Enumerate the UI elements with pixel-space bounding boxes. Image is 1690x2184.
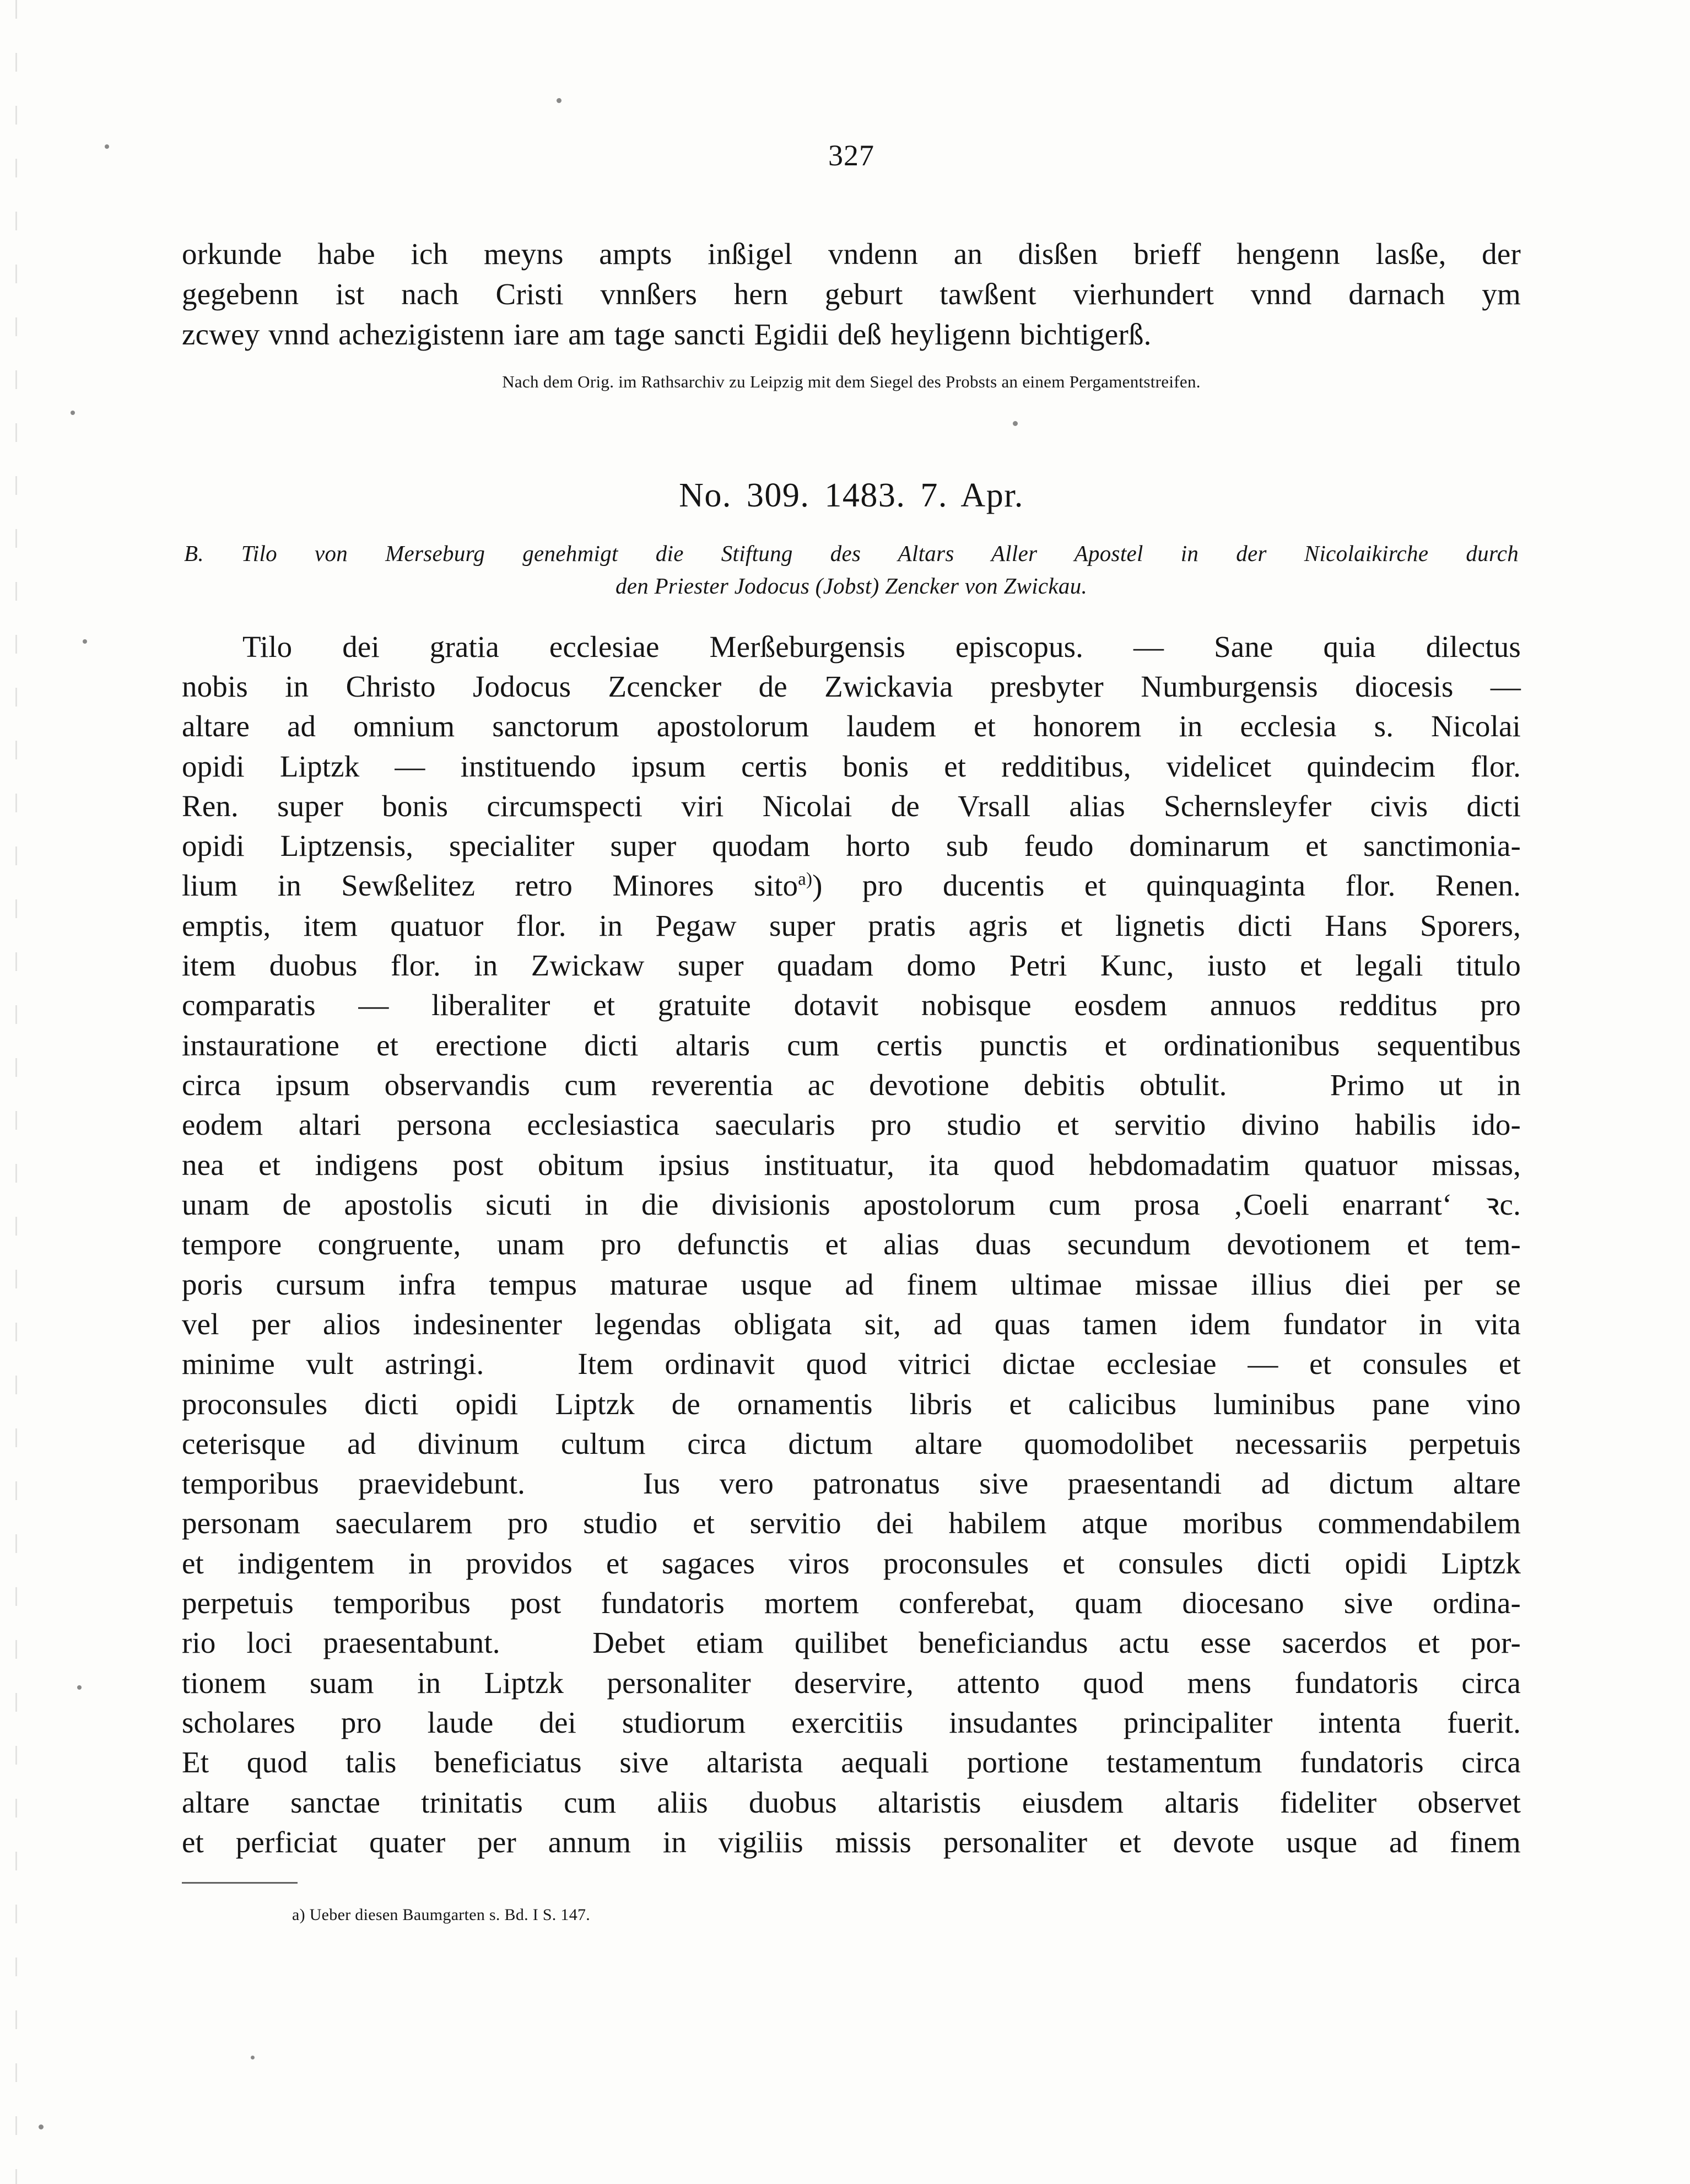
scan-speck: [83, 639, 87, 644]
body-line: poris cursum infra tempus maturae usque ad finem ultimae missae illius diei per se: [182, 1267, 1521, 1301]
body-line: personam saecularem pro studio et servitio dei habilem atque moribus commendabilem: [182, 1506, 1521, 1540]
regest-line: B. Tilo von Merseburg genehmigt die Stiftung des Altars Aller Apostel in der Nicolaikirche durch: [184, 540, 1519, 566]
charter-closing-paragraph: [182, 234, 1521, 354]
footnote-text: a) Ueber diesen Baumgarten s. Bd. I S. 147.: [292, 1906, 591, 1924]
scan-speck: [71, 411, 75, 415]
scan-speck: [39, 2124, 44, 2129]
body-line: perpetuis temporibus post fundatoris mortem conferebat, quam diocesano sive ordina-: [182, 1586, 1521, 1620]
body-line: rio loci praesentabunt. Debet etiam quilibet beneficiandus actu esse sacerdos et por-: [182, 1626, 1521, 1660]
scan-speck: [105, 144, 109, 149]
body-line: Et quod talis beneficiatus sive altarista aequali portione testamentum fundatoris circa: [182, 1745, 1521, 1779]
document-body: [182, 627, 1521, 1863]
body-line: et perficiat quater per annum in vigiliis missis personaliter et devote usque ad finem: [182, 1825, 1521, 1859]
body-line: unam de apostolis sicuti in die divisionis apostolorum cum prosa ‚Coeli enarrant‘ ꝛc.: [182, 1187, 1521, 1221]
body-line: temporibus praevidebunt. Ius vero patronatus sive praesentandi ad dictum altare: [182, 1466, 1521, 1501]
body-line: et indigentem in providos et sagaces viros proconsules et consules dicti opidi Liptzk: [182, 1546, 1521, 1580]
page-content: [182, 0, 1521, 1924]
footnote-area: [182, 1882, 1521, 1924]
page-number: 327: [828, 139, 874, 172]
footnote-marker[interactable]: a): [798, 870, 813, 890]
body-line: tionem suam in Liptzk personaliter deservire, attento quod mens fundatoris circa: [182, 1665, 1521, 1700]
body-line: altare ad omnium sanctorum apostolorum laudem et honorem in ecclesia s. Nicolai: [182, 709, 1521, 743]
body-line: opidi Liptzensis, specialiter super quodam horto sub feudo dominarum et sanctimonia-: [182, 829, 1521, 863]
charter-line: zcwey vnnd achezigistenn iare am tage sancti Egidii deß heyligenn bichtigerß.: [182, 317, 1152, 352]
regest-line: den Priester Jodocus (Jobst) Zencker von Zwickau.: [615, 573, 1088, 599]
body-line-text-tail: ) pro ducentis et quinquaginta flor. Renen.: [812, 869, 1521, 903]
body-line: proconsules dicti opidi Liptzk de ornamentis libris et calicibus luminibus pane vino: [182, 1387, 1521, 1421]
body-line: vel per alios indesinenter legendas obligata sit, ad quas tamen idem fundator in vita: [182, 1307, 1521, 1341]
body-line: comparatis — liberaliter et gratuite dotavit nobisque eosdem annuos redditus pro: [182, 988, 1521, 1022]
scan-gutter-artifact: [15, 0, 17, 2184]
footnote-separator-rule: [182, 1882, 298, 1884]
body-line: emptis, item quatuor flor. in Pegaw super pratis agris et lignetis dicti Hans Sporers,: [182, 908, 1521, 942]
scan-speck: [77, 1685, 82, 1690]
body-line: opidi Liptzk — instituendo ipsum certis bonis et redditibus, videlicet quindecim flor.: [182, 749, 1521, 783]
body-line: instauratione et erectione dicti altaris cum certis punctis et ordinationibus sequentibus: [182, 1028, 1521, 1062]
body-line: scholares pro laude dei studiorum exercitiis insudantes principaliter intenta fuerit.: [182, 1706, 1521, 1740]
body-line: Ren. super bonis circumspecti viri Nicolai de Vrsall alias Schernsleyfer civis dicti: [182, 789, 1521, 823]
body-line: nobis in Christo Jodocus Zcencker de Zwickavia presbyter Numburgensis diocesis —: [182, 669, 1521, 703]
scan-speck: [251, 2056, 255, 2059]
charter-line: orkunde habe ich meyns ampts inßigel vndenn an disßen brieff hengenn lasße, der: [182, 237, 1521, 271]
body-line-with-footnote-marker: [182, 866, 1521, 905]
document-regest: [182, 537, 1521, 603]
body-line: eodem altari persona ecclesiastica saecularis pro studio et servitio divino habilis ido-: [182, 1108, 1521, 1142]
body-line: circa ipsum observandis cum reverentia ac devotione debitis obtulit. Primo ut in: [182, 1068, 1521, 1102]
body-line: altare sanctae trinitatis cum aliis duobus altaristis eiusdem altaris fideliter observet: [182, 1785, 1521, 1819]
body-line: tempore congruente, unam pro defunctis et alias duas secundum devotionem et tem-: [182, 1227, 1521, 1261]
body-line: minime vult astringi. Item ordinavit quod vitrici dictae ecclesiae — et consules et: [182, 1347, 1521, 1381]
provenance-note: Nach dem Orig. im Rathsarchiv zu Leipzig mit dem Siegel des Probsts an einem Pergamentstreifen.: [502, 372, 1201, 392]
body-line: nea et indigens post obitum ipsius instituatur, ita quod hebdomadatim quatuor missas,: [182, 1147, 1521, 1182]
body-line: Tilo dei gratia ecclesiae Merßeburgensis episcopus. — Sane quia dilectus: [242, 629, 1521, 664]
body-line: ceterisque ad divinum cultum circa dictum altare quomodolibet necessariis perpetuis: [182, 1426, 1521, 1460]
charter-line: gegebenn ist nach Cristi vnnßers hern geburt tawßent vierhundert vnnd darnach ym: [182, 277, 1521, 311]
document-heading: No. 309. 1483. 7. Apr.: [679, 476, 1024, 514]
body-line: item duobus flor. in Zwickaw super quadam domo Petri Kunc, iusto et legali titulo: [182, 948, 1521, 983]
body-line-text: lium in Sewßelitez retro Minores sito: [182, 869, 798, 903]
